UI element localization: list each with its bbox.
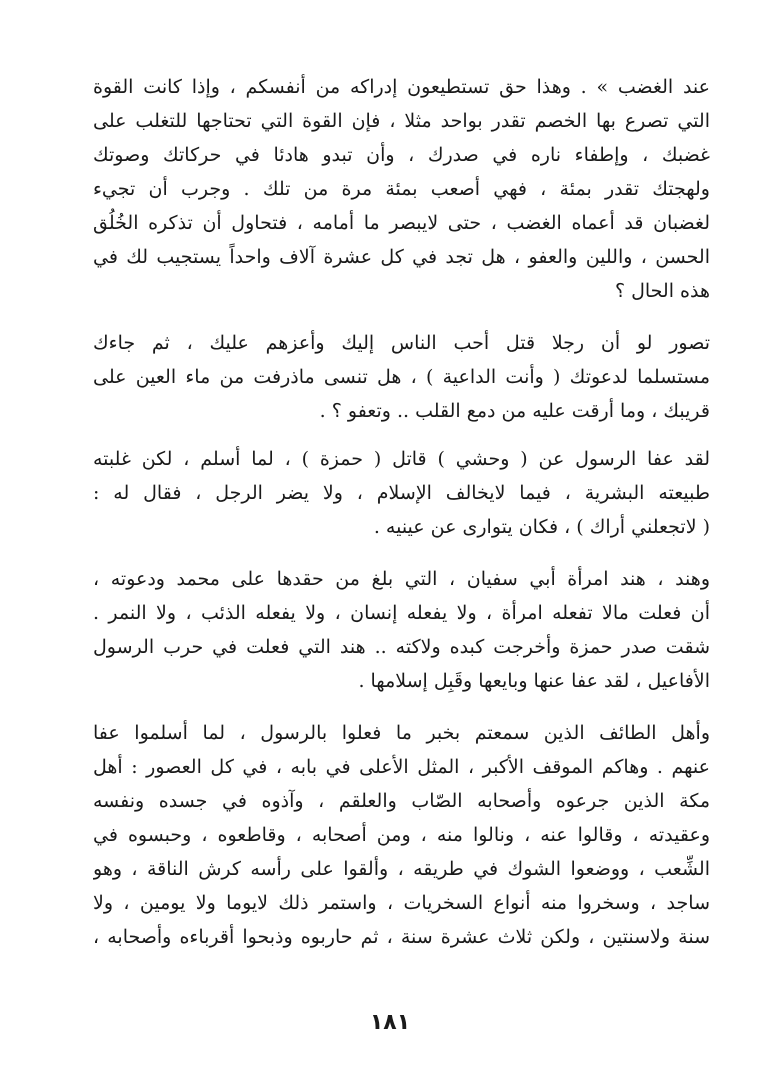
text-line: قريبك ، وما أرقت عليه من دمع القلب .. وتعفو ؟ . [319, 400, 710, 422]
text-line: عنهم . وهاكم الموقف الأكبر ، المثل الأعلى في بابه ، في كل العصور : أهل [93, 756, 710, 778]
text-line: التي تصرع بها الخصم تقدر بواحد مثلا ، فإن القوة التي تحتاجها للتغلب على [93, 110, 710, 132]
text-line: ساجد ، وسخروا منه أنواع السخريات ، واستمر ذلك لايوما ولا يومين ، ولا [93, 892, 710, 914]
text-line: مكة الذين جرعوه وأصحابه الصّاب والعلقم ، وآذوه في جسده ونفسه [93, 790, 710, 812]
text-line: وأهل الطائف الذين سمعتم بخبر ما فعلوا بالرسول ، لما أسلموا عفا [93, 722, 710, 744]
paragraph-5 [93, 716, 710, 954]
text-line: وهند ، هند امرأة أبي سفيان ، التي بلغ من حقدها على محمد ودعوته ، [93, 568, 710, 590]
paragraph-2 [93, 326, 710, 428]
text-line: مستسلما لدعوتك ( وأنت الداعية ) ، هل تنسى ماذرفت من ماء العين على [93, 366, 710, 388]
paragraph-gap [93, 698, 710, 716]
text-line: هذه الحال ؟ [614, 280, 710, 302]
book-page [93, 70, 710, 1080]
text-line: غضبك ، وإطفاء ناره في صدرك ، وأن تبدو هادئا في حركاتك وصوتك [93, 144, 710, 166]
text-line: سنة ولاسنتين ، ولكن ثلاث عشرة سنة ، ثم حاربوه وذبحوا أقرباءه وأصحابه ، [93, 926, 710, 948]
text-line: الأفاعيل ، لقد عفا عنها وبايعها وقَبِل إسلامها . [358, 670, 710, 692]
text-line: الحسن ، واللين والعفو ، هل تجد في كل عشرة آلاف واحداً يستجيب لك في [93, 246, 710, 268]
text-line: وعقيدته ، وقالوا عنه ، ونالوا منه ، ومن أصحابه ، وقاطعوه ، وحبسوه في [93, 824, 710, 846]
paragraph-3 [93, 442, 710, 544]
text-line: عند الغضب » . وهذا حق تستطيعون إدراكه من أنفسكم ، وإذا كانت القوة [93, 76, 710, 98]
text-line: الشِّعب ، ووضعوا الشوك في طريقه ، وألقوا على رأسه كرش الناقة ، وهو [93, 858, 710, 880]
paragraph-gap [93, 544, 710, 562]
paragraph-gap [93, 308, 710, 326]
text-line: تصور لو أن رجلا قتل أحب الناس إليك وأعزهم عليك ، ثم جاءك [93, 332, 710, 354]
page-number: ١٨١ [369, 1010, 411, 1035]
paragraph-1 [93, 70, 710, 308]
text-line: ( لاتجعلني أراك ) ، فكان يتوارى عن عينيه . [373, 516, 710, 538]
text-line: ولهجتك تقدر بمئة ، فهي أصعب بمئة مرة من تلك . وجرب أن تجيء [93, 178, 710, 200]
text-line: شقت صدر حمزة وأخرجت كبده ولاكته .. هند التي فعلت في حرب الرسول [93, 636, 710, 658]
paragraph-4 [93, 562, 710, 698]
text-line: طبيعته البشرية ، فيما لايخالف الإسلام ، ولا يضر الرجل ، فقال له : [93, 482, 710, 504]
text-line: لقد عفا الرسول عن ( وحشي ) قاتل ( حمزة ) ، لما أسلم ، لكن غلبته [93, 448, 710, 470]
text-line: لغضبان قد أعماه الغضب ، حتى لايبصر ما أمامه ، فتحاول أن تذكره الخُلُق [93, 212, 710, 234]
text-line: أن فعلت مالا تفعله امرأة ، ولا يفعله إنسان ، ولا يفعله الذئب ، ولا النمر . [93, 602, 710, 624]
paragraph-gap [93, 428, 710, 442]
